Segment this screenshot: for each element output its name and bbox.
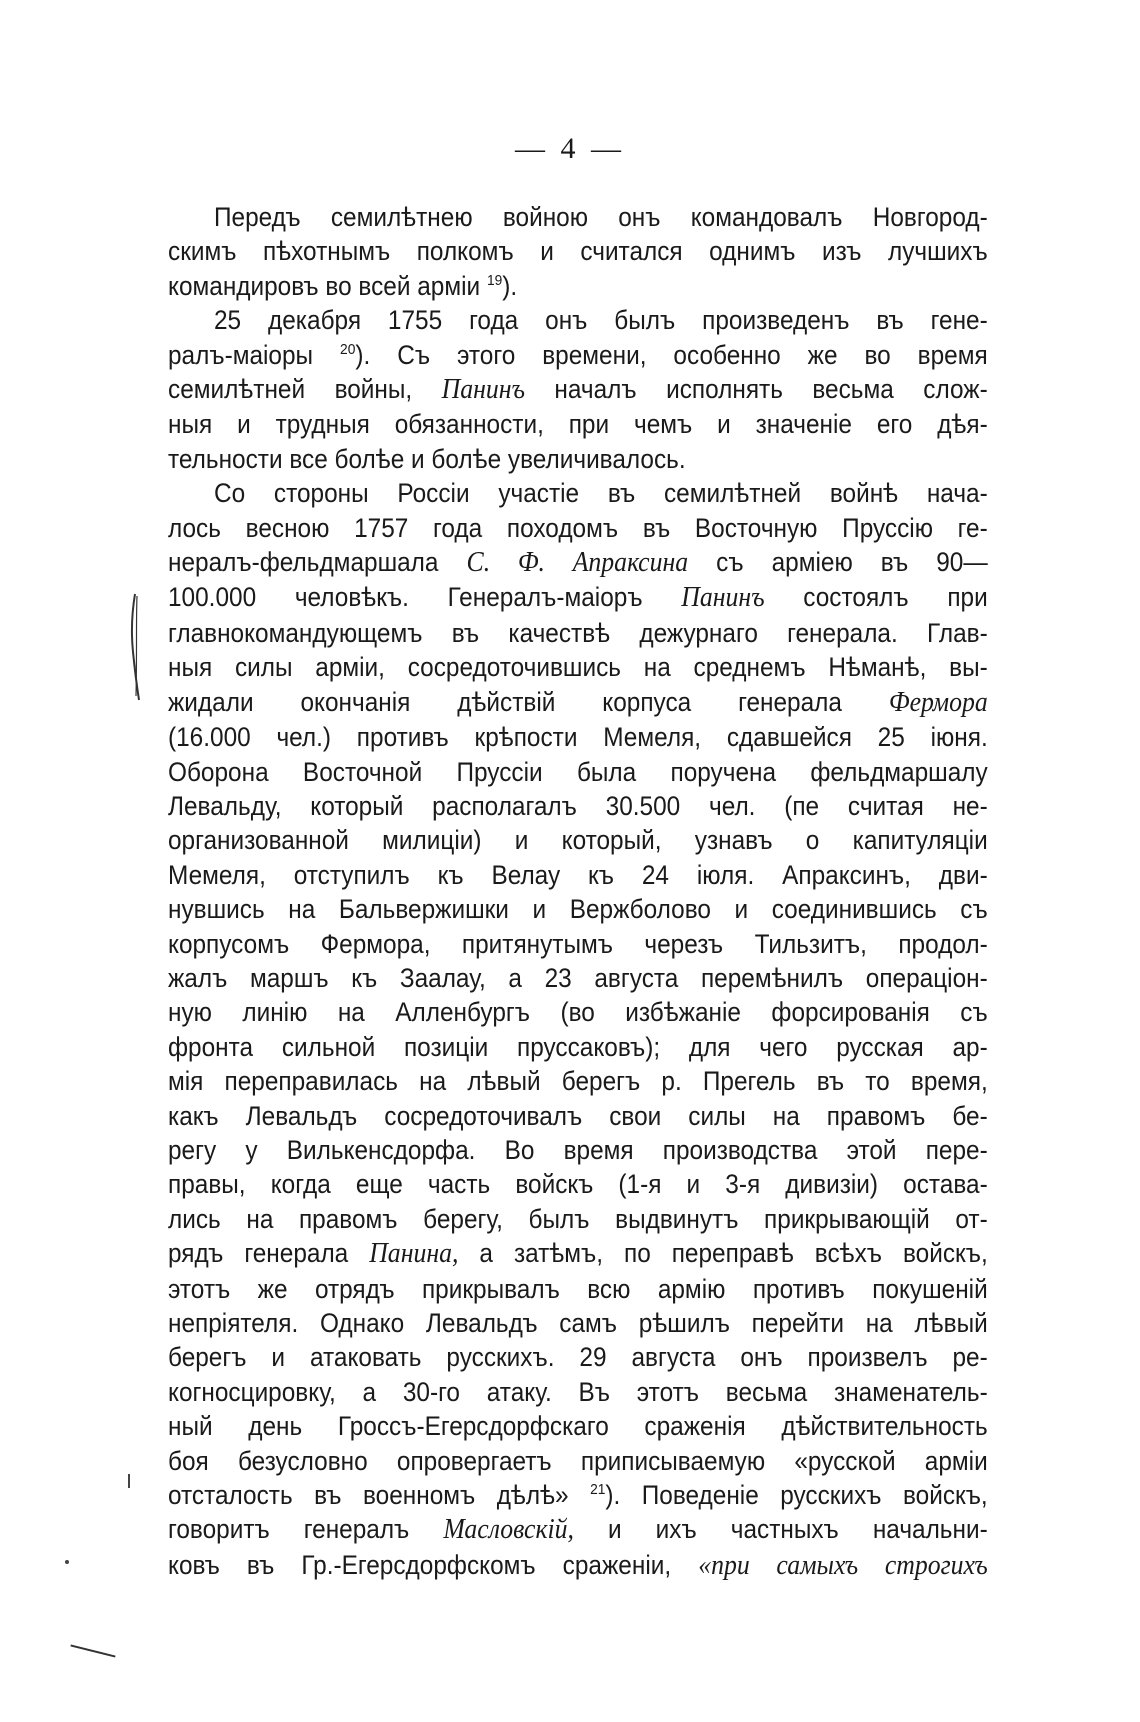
text-line: [168, 1236, 988, 1271]
text-line-content: берегъ и атаковать русскихъ. 29 августа онъ произвелъ ре-: [168, 1342, 988, 1373]
text-line: [168, 303, 988, 337]
text-line: [168, 1340, 988, 1374]
text-line-content: ныя силы арміи, сосредоточившись на среднемъ Нѣманѣ, вы-: [168, 652, 988, 683]
text-line: [168, 1202, 988, 1236]
text-line: [168, 1444, 988, 1478]
text-line-content: лись на правомъ берегу, былъ выдвинутъ прикрывающій от-: [168, 1203, 988, 1234]
text-line: [168, 1030, 988, 1064]
text-line: [168, 892, 988, 926]
text-line-content: съ арміею въ 90—: [716, 547, 988, 578]
text-line: [168, 995, 988, 1029]
text-line: [168, 1478, 988, 1512]
text-line-content: ную линію на Алленбургъ (во избѣжаніе форсированія съ: [168, 997, 988, 1028]
text-line-content: 100.000 человѣкъ. Генералъ-маіоръ: [168, 582, 643, 613]
margin-dash: [70, 1644, 115, 1657]
text-line-content: жалъ маршъ къ Заалау, а 23 августа перемѣнилъ операціон-: [168, 962, 988, 993]
text-line: [168, 1167, 988, 1201]
text-line-content: лось весною 1757 года походомъ въ Восточную Пруссію ге-: [168, 512, 988, 543]
text-line-content: жидали окончанія дѣйствій корпуса генерала: [168, 686, 842, 717]
text-line-content: мія переправилась на лѣвый берегъ р. Прегель въ то время,: [168, 1066, 988, 1097]
italic-name: Панина,: [369, 1238, 459, 1270]
text-line: [168, 961, 988, 995]
footnote-ref: 20: [340, 340, 356, 358]
footnote-ref: 19: [486, 271, 503, 289]
text-line: [168, 269, 988, 303]
text-line-content: когносцировку, а 30-го атаку. Въ этотъ весьма знаменатель-: [168, 1376, 988, 1407]
margin-pencil-mark: [128, 592, 138, 702]
text-line-content: нувшись на Бальвержишки и Вержболово и соединившись съ: [168, 894, 988, 925]
italic-name: Панинъ: [681, 582, 765, 614]
text-line: [168, 200, 988, 234]
text-line-content: какъ Левальдъ сосредоточивалъ свои силы на правомъ бе-: [168, 1100, 988, 1131]
text-line-content: скимъ пѣхотнымъ полкомъ и считался однимъ изъ лучшихъ: [168, 236, 988, 267]
text-line-content: началъ исполнять весьма слож-: [554, 374, 988, 405]
text-line-content: ковъ въ Гр.-Егерсдорфскомъ сраженіи,: [168, 1549, 672, 1580]
text-line: [168, 476, 988, 510]
text-line-content: ныя и трудныя обязанности, при чемъ и значеніе его дѣя-: [168, 409, 988, 440]
margin-tick: [128, 1474, 130, 1488]
text-line: [168, 789, 988, 823]
text-line-content: правы, когда еще часть войскъ (1-я и 3-я дивизіи) остава-: [168, 1169, 988, 1200]
text-line: [168, 858, 988, 892]
text-line: [168, 234, 988, 268]
text-line: [168, 616, 988, 650]
text-line: [168, 823, 988, 857]
text-line-content: этотъ же отрядъ прикрывалъ всю армію противъ покушеній: [168, 1273, 988, 1304]
text-line: [168, 338, 988, 372]
text-line-content: говоритъ генералъ: [168, 1514, 410, 1545]
italic-name: С. Ф. Апраксина: [466, 547, 689, 579]
text-line-content: ный день Гроссъ-Егерсдорфскаго сраженія дѣйствительность: [168, 1411, 988, 1442]
text-line: [168, 685, 988, 720]
text-line-content: семилѣтней войны,: [168, 374, 413, 405]
text-line-content: Левальду, который располагалъ 30.500 чел. (пе считая не-: [168, 790, 988, 821]
text-line-content: регу у Вилькенсдорфа. Во время производства этой пере-: [168, 1134, 988, 1165]
text-line-content: Со стороны Россіи участіе въ семилѣтней войнѣ нача-: [214, 478, 988, 509]
text-line: [168, 442, 988, 476]
text-line: [168, 1512, 988, 1547]
text-line-content: ). Съ этого времени, особенно же во время: [355, 339, 988, 370]
text-line-content: тельности все болѣе и болѣе увеличивалось.: [168, 443, 686, 474]
italic-quote: «при самыхъ строгихъ: [698, 1549, 988, 1581]
text-line: [168, 580, 988, 615]
text-line-content: корпусомъ Фермора, притянутымъ черезъ Тильзитъ, продол-: [168, 928, 988, 959]
text-line-content: и ихъ частныхъ начальни-: [608, 1514, 988, 1545]
paragraph-2: [168, 303, 988, 476]
text-line-content: отсталость въ военномъ дѣлѣ»: [168, 1480, 569, 1511]
text-line: [168, 1548, 988, 1583]
text-line: [168, 1306, 988, 1340]
text-line: [168, 1064, 988, 1098]
page-number: — 4 —: [515, 132, 625, 165]
text-line-content: непріятеля. Однако Левальдъ самъ рѣшилъ перейти на лѣвый: [168, 1308, 988, 1338]
text-line: [168, 1375, 988, 1409]
italic-name: Панинъ: [441, 374, 525, 406]
text-line: [168, 545, 988, 580]
text-line-content: рядъ генерала: [168, 1238, 349, 1269]
text-line: [168, 755, 988, 789]
margin-dot: [65, 1560, 69, 1564]
text-line: [168, 372, 988, 407]
text-line: [168, 1409, 988, 1443]
paragraph-1: [168, 200, 988, 303]
text-line-content: Передъ семилѣтнею войною онъ командовалъ Новгород-: [214, 202, 988, 232]
text-line: [168, 1133, 988, 1167]
text-line-content: ).: [502, 270, 518, 301]
paragraph-3: [168, 476, 988, 1583]
text-line: [168, 1272, 988, 1306]
text-line-content: нералъ-фельдмаршала: [168, 547, 439, 578]
italic-name: Фермора: [888, 686, 988, 718]
text-line: [168, 927, 988, 961]
italic-name: Масловскій,: [443, 1514, 574, 1546]
text-line-content: фронта сильной позиціи пруссаковъ); для чего русская ар-: [168, 1031, 988, 1062]
text-line-content: организованной милиціи) и который, узнавъ о капитуляціи: [168, 825, 988, 856]
text-line-content: главнокомандующемъ въ качествѣ дежурнаго генерала. Глав-: [168, 617, 988, 648]
text-line-content: командировъ во всей арміи: [168, 270, 481, 301]
text-line-content: ). Поведеніе русскихъ войскъ,: [605, 1480, 988, 1511]
text-line: [168, 407, 988, 441]
text-line: [168, 720, 988, 754]
text-line-content: Оборона Восточной Пруссіи была поручена фельдмаршалу: [168, 756, 988, 787]
text-line-content: (16.000 чел.) противъ крѣпости Мемеля, сдавшейся 25 іюня.: [168, 722, 988, 753]
text-line: [168, 511, 988, 545]
body-text: [168, 200, 988, 1583]
text-line-content: состоялъ при: [803, 582, 988, 613]
footnote-ref: 21: [590, 1481, 606, 1499]
text-line-content: боя безусловно опровергаетъ приписываемую «русской арміи: [168, 1445, 988, 1476]
text-line: [168, 1099, 988, 1133]
text-line-content: 25 декабря 1755 года онъ былъ произведенъ въ гене-: [214, 305, 988, 336]
text-line: [168, 650, 988, 684]
text-line-content: Мемеля, отступилъ къ Велау къ 24 іюля. Апраксинъ, дви-: [168, 859, 988, 890]
text-line-content: ралъ-маіоры: [168, 339, 314, 370]
text-line-content: а затѣмъ, по переправѣ всѣхъ войскъ,: [479, 1238, 988, 1269]
